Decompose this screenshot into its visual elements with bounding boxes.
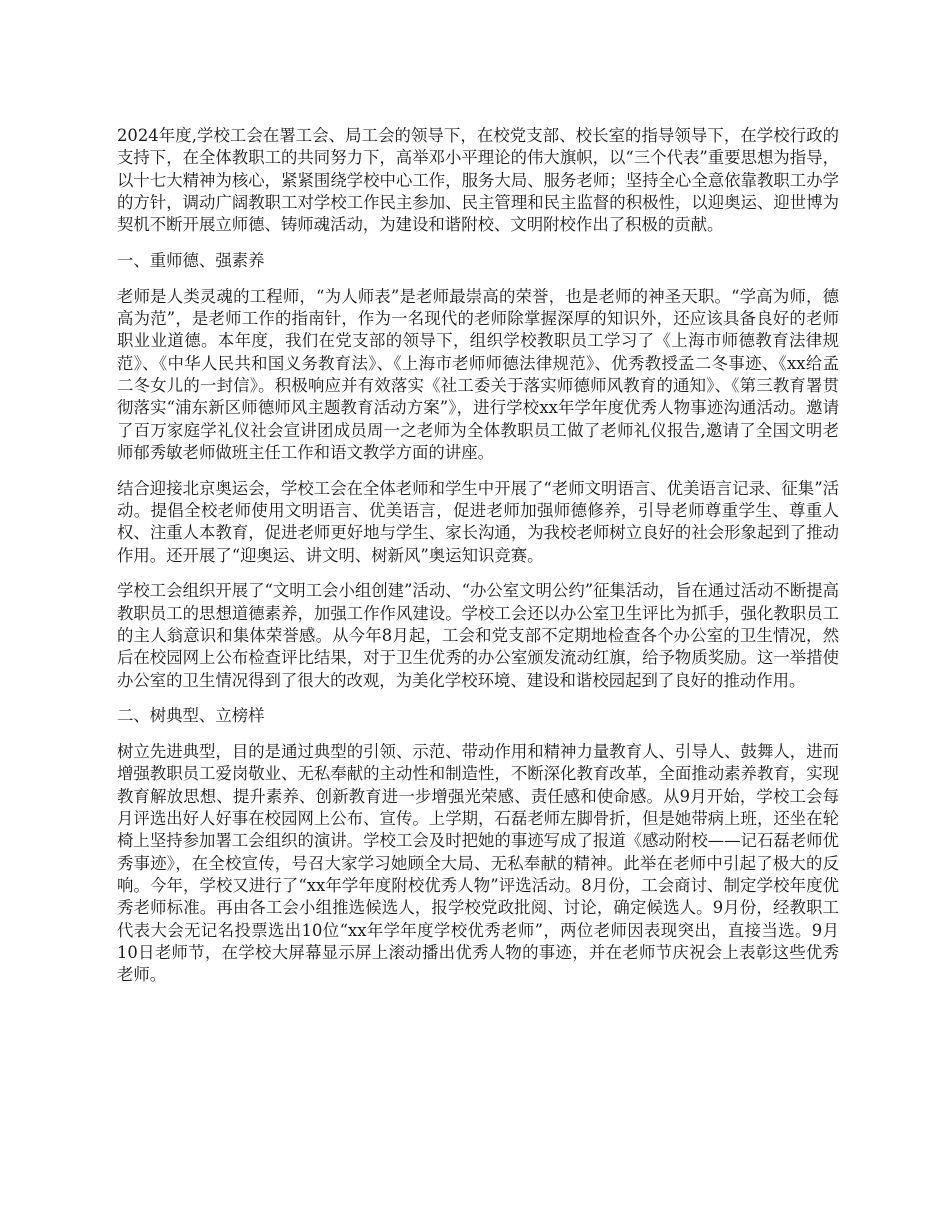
section-heading-2: 二、树典型、立榜样 [117, 706, 265, 726]
section-heading-1: 一、重师德、强素养 [117, 250, 265, 270]
paragraph-role-models: 树立先进典型，目的是通过典型的引领、示范、带动作用和精神力量教育人、引导人、鼓舞人，进而增强教职员工爱岗敬业、无私奉献的主动性和制造性，不断深化教育改革，全面推动素养教育，实现教育解放思想、提升素养、创新教育进一步增强光荣感、责任感和使命感。从9月开始，学校工会每月评选出好人好事在校园网上公布、宣传。上学期，石磊老师左脚骨折，但是她带病上班，还坐在轮椅上坚持参加署工会组织的演讲。学校工会及时把她的事迹写成了报道《感动附校——记石磊老师优秀事迹》，在全校宣传，号召大家学习她顾全大局、无私奉献的精神。此举在老师中引起了极大的反响。今年，学校又进行了“xx年学年度附校优秀人物”评选活动。8月份，工会商讨、制定学校年度优秀老师标准。再由各工会小组推选候选人，报学校党政批阅、讨论，确定候选人。9月份，经教职工代表大会无记名投票选出10位“xx年学年度学校优秀老师”，两位老师因表现突出，直接当选。9月10日老师节，在学校大屏幕显示屏上滚动播出优秀人物的事迹，并在老师节庆祝会上表彰这些优秀老师。 [117, 742, 839, 985]
document-body [117, 125, 839, 1000]
paragraph-olympics-language: 结合迎接北京奥运会，学校工会在全体老师和学生中开展了“老师文明语言、优美语言记录、征集”活动。提倡全校老师使用文明语言、优美语言，促进老师加强师德修养，引导老师尊重学生、尊重人权、注重人本教育，促进老师更好地与学生、家长沟通，为我校老师树立良好的社会形象起到了推动作用。还开展了“迎奥运、讲文明、树新风”奥运知识竞赛。 [117, 478, 839, 565]
paragraph-ethics-study: 老师是人类灵魂的工程师，“为人师表”是老师最崇高的荣誉，也是老师的神圣天职。“学高为师，德高为范”，是老师工作的指南针，作为一名现代的老师除掌握深厚的知识外，还应该具备良好的老师职业业道德。本年度，我们在党支部的领导下，组织学校教职员工学习了《上海市师德教育法律规范》、《中华人民共和国义务教育法》、《上海市老师师德法律规范》、优秀教授孟二冬事迹、《xx给孟二冬女儿的一封信》。积极响应并有效落实《社工委关于落实师德师风教育的通知》、《第三教育署贯彻落实“浦东新区师德师风主题教育活动方案”》，进行学校xx年学年度优秀人物事迹沟通活动。邀请了百万家庭学礼仪社会宣讲团成员周一之老师为全体教职员工做了老师礼仪报告,邀请了全国文明老师郁秀敏老师做班主任工作和语文教学方面的讲座。 [117, 286, 839, 462]
intro-paragraph: 2024年度,学校工会在署工会、局工会的领导下，在校党支部、校长室的指导领导下，在学校行政的支持下，在全体教职工的共同努力下，高举邓小平理论的伟大旗帜，以“三个代表”重要思想为指导，以十七大精神为核心，紧紧围绕学校中心工作，服务大局、服务老师；坚持全心全意依靠教职工办学的方针，调动广阔教职工对学校工作民主参加、民主管理和民主监督的积极性，以迎奥运、迎世博为契机不断开展立师德、铸师魂活动，为建设和谐附校、文明附校作出了积极的贡献。 [117, 126, 839, 235]
paragraph-office-civility: 学校工会组织开展了“文明工会小组创建”活动、“办公室文明公约”征集活动，旨在通过活动不断提高教职员工的思想道德素养，加强工作作风建设。学校工会还以办公室卫生评比为抓手，强化教职员工的主人翁意识和集体荣誉感。从今年8月起，工会和党支部不定期地检查各个办公室的卫生情况，然后在校园网上公布检查评比结果，对于卫生优秀的办公室颁发流动红旗，给予物质奖励。这一举措使办公室的卫生情况得到了很大的改观，为美化学校环境、建设和谐校园起到了良好的推动作用。 [117, 581, 839, 690]
